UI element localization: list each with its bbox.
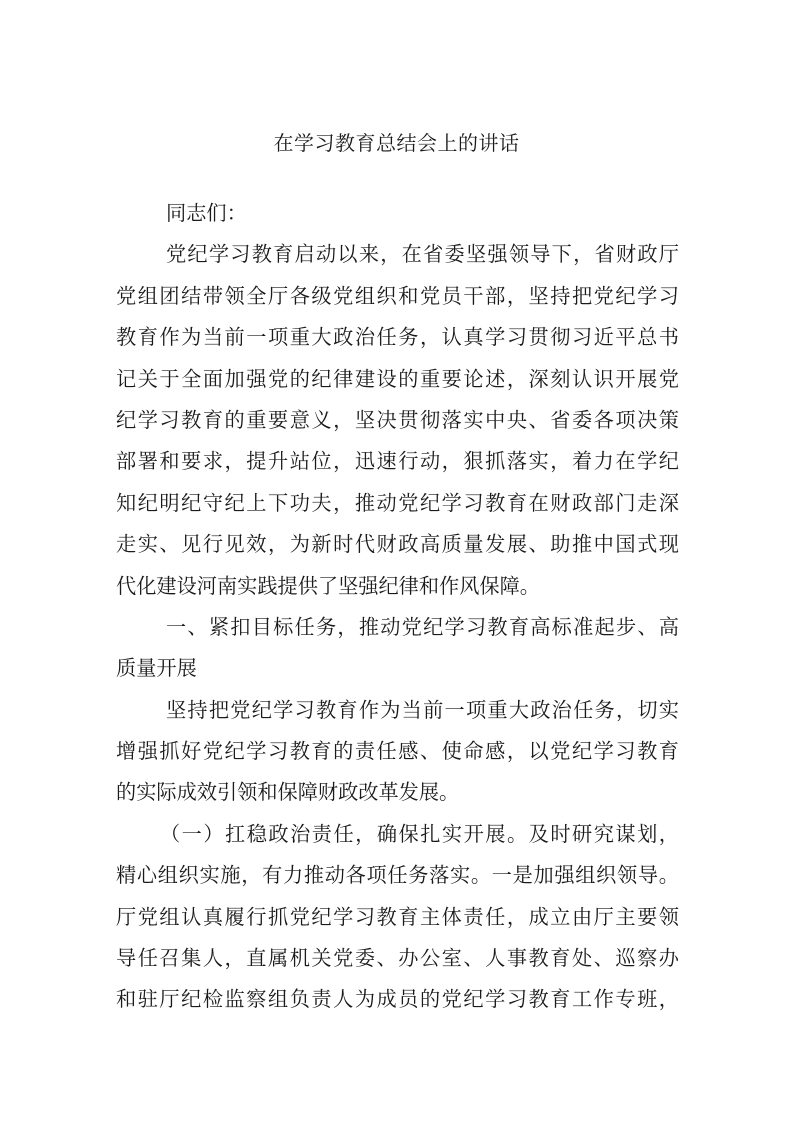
paragraph-line: 的实际成效引领和保障财政改革发展。 [116, 780, 460, 805]
paragraph-line: 一、紧扣目标任务，推动党纪学习教育高标准起步、高 [166, 614, 679, 639]
paragraph-line: 同志们： [166, 201, 247, 225]
paragraph-line: 知纪明纪守纪上下功夫，推动党纪学习教育在财政部门走深 [116, 490, 679, 515]
paragraph-line: 纪学习教育的重要意义，坚决贯彻落实中央、省委各项决策 [116, 407, 679, 432]
paragraph-line: 教育作为当前一项重大政治任务，认真学习贯彻习近平总书 [116, 325, 679, 350]
paragraph-line: 厅党组认真履行抓党纪学习教育主体责任，成立由厅主要领 [116, 904, 679, 929]
document-title: 在学习教育总结会上的讲话 [273, 131, 520, 155]
paragraph-line: 导任召集人，直属机关党委、办公室、人事教育处、巡察办 [116, 946, 679, 971]
paragraph-line: 走实、见行见效，为新时代财政高质量发展、助推中国式现 [116, 532, 679, 557]
paragraph-line: 坚持把党纪学习教育作为当前一项重大政治任务，切实 [166, 697, 679, 722]
paragraph-line: 精心组织实施，有力推动各项任务落实。一是加强组织领导。 [116, 863, 679, 888]
paragraph-line: 记关于全面加强党的纪律建设的重要论述，深刻认识开展党 [116, 366, 679, 391]
paragraph-line: 和驻厅纪检监察组负责人为成员的党纪学习教育工作专班， [116, 987, 679, 1012]
paragraph-line: 质量开展 [116, 656, 197, 681]
paragraph-line: 代化建设河南实践提供了坚强纪律和作风保障。 [116, 573, 540, 598]
paragraph-line: 党组团结带领全厅各级党组织和党员干部，坚持把党纪学习 [116, 283, 679, 308]
paragraph-line: 部署和要求，提升站位，迅速行动，狠抓落实，着力在学纪 [116, 449, 679, 474]
paragraph-line: 增强抓好党纪学习教育的责任感、使命感，以党纪学习教育 [116, 739, 679, 764]
paragraph-line: （一）扛稳政治责任，确保扎实开展。及时研究谋划， [160, 821, 679, 846]
paragraph-line: 党纪学习教育启动以来，在省委坚强领导下，省财政厅 [166, 242, 679, 267]
document-body [116, 193, 679, 1021]
